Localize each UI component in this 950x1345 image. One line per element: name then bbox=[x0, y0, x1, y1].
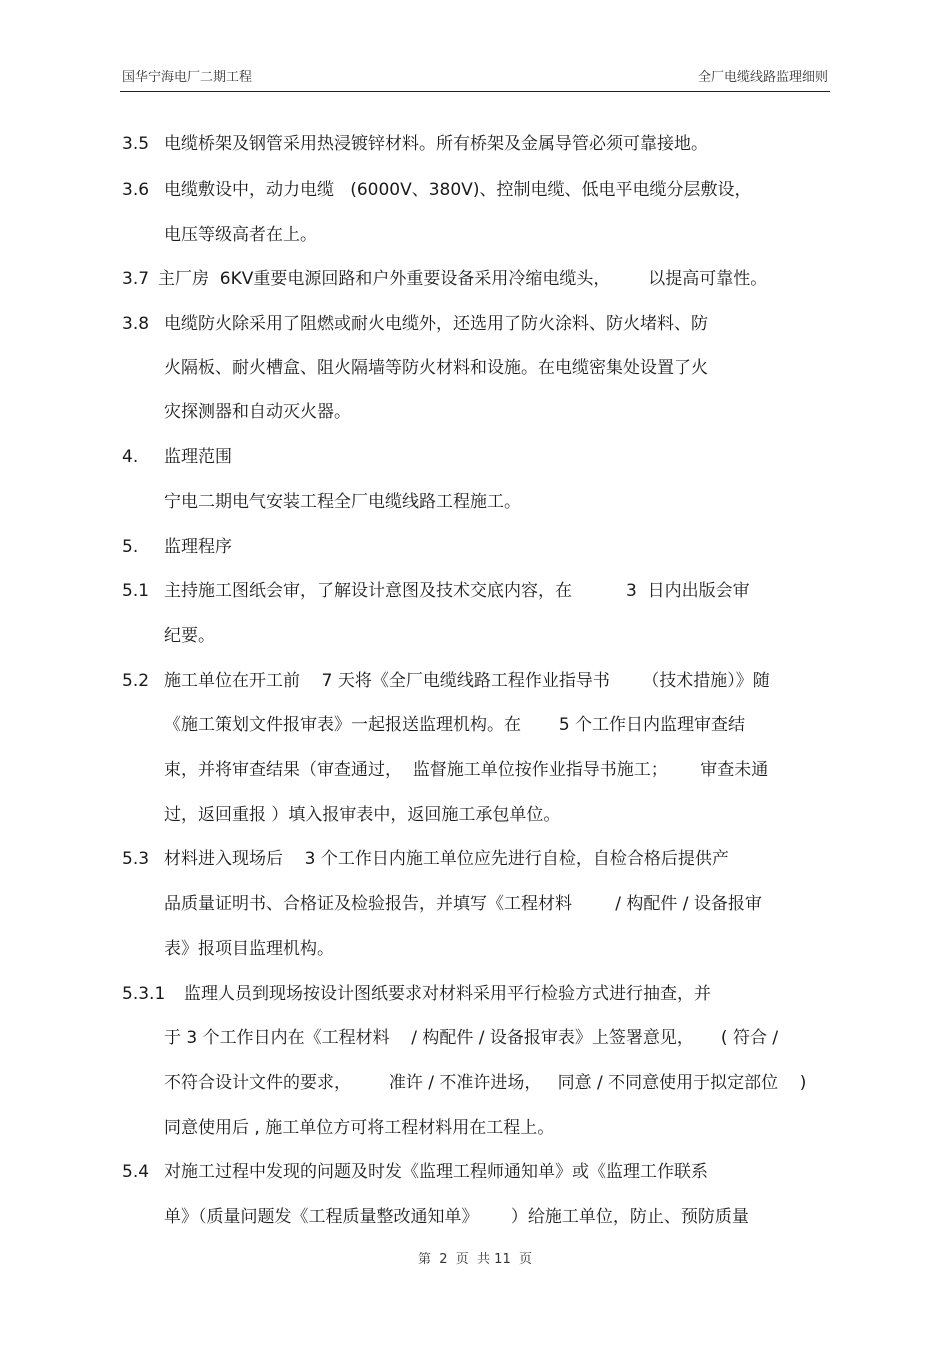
section-5-3-line-3: 表》报项目监理机构。 bbox=[164, 939, 334, 959]
section-5-3-1-line-3: 不符合设计文件的要求， 准许 / 不准许进场， 同意 / 不同意使用于拟定部位 ) bbox=[164, 1073, 807, 1093]
section-5-4-line-2: 单》（质量问题发《工程质量整改通知单》 ）给施工单位，防止、预防质量 bbox=[164, 1207, 749, 1227]
section-3-8-line-3: 灾探测器和自动灭火器。 bbox=[164, 402, 351, 422]
section-5-3-1-line-1: 监理人员到现场按设计图纸要求对材料采用平行检验方式进行抽查，并 bbox=[184, 984, 711, 1004]
section-4-heading: 监理范围 bbox=[164, 447, 232, 467]
header-project-name: 国华宁海电厂二期工程 bbox=[122, 70, 253, 85]
section-number-5: 5. bbox=[122, 537, 139, 557]
section-5-1-line-2: 纪要。 bbox=[164, 626, 215, 646]
section-3-5-line-1: 电缆桥架及钢管采用热浸镀锌材料。所有桥架及金属导管必须可靠接地。 bbox=[164, 134, 708, 154]
section-4-line-1: 宁电二期电气安装工程全厂电缆线路工程施工。 bbox=[164, 492, 521, 512]
section-3-8-line-2: 火隔板、耐火槽盒、阻火隔墙等防火材料和设施。在电缆密集处设置了火 bbox=[164, 358, 708, 378]
page-footer: 第 2 页 共 11 页 bbox=[417, 1252, 532, 1267]
section-5-2-line-4: 过，返回重报 ）填入报审表中，返回施工承包单位。 bbox=[164, 805, 561, 825]
header-divider bbox=[120, 91, 830, 92]
section-number-3-6: 3.6 bbox=[122, 180, 150, 200]
section-3-8-line-1: 电缆防火除采用了阻燃或耐火电缆外，还选用了防火涂料、防火堵料、防 bbox=[164, 314, 708, 334]
section-5-2-line-2: 《施工策划文件报审表》一起报送监理机构。在 5 个工作日内监理审查结 bbox=[164, 715, 746, 735]
section-5-2-line-1: 施工单位在开工前 7 天将《全厂电缆线路工程作业指导书 （技术措施）》随 bbox=[164, 671, 770, 691]
section-5-4-line-1: 对施工过程中发现的问题及时发《监理工程师通知单》或《监理工作联系 bbox=[164, 1162, 708, 1182]
section-5-3-line-2: 品质量证明书、合格证及检验报告，并填写《工程材料 / 构配件 / 设备报审 bbox=[164, 894, 762, 914]
section-3-7-line-1: 主厂房 6KV重要电源回路和户外重要设备采用冷缩电缆头， 以提高可靠性。 bbox=[158, 269, 768, 289]
section-number-5-2: 5.2 bbox=[122, 671, 150, 691]
section-5-heading: 监理程序 bbox=[164, 537, 232, 557]
section-number-3-8: 3.8 bbox=[122, 314, 150, 334]
section-number-5-3-1: 5.3.1 bbox=[122, 984, 166, 1004]
section-3-6-line-2: 电压等级高者在上。 bbox=[164, 225, 317, 245]
section-5-1-line-1: 主持施工图纸会审，了解设计意图及技术交底内容，在 3 日内出版会审 bbox=[164, 581, 750, 601]
section-5-3-line-1: 材料进入现场后 3 个工作日内施工单位应先进行自检，自检合格后提供产 bbox=[164, 849, 729, 869]
section-5-3-1-line-2: 于 3 个工作日内在《工程材料 / 构配件 / 设备报审表》上签署意见， ( 符合 / bbox=[164, 1028, 779, 1048]
section-number-4: 4. bbox=[122, 447, 139, 467]
section-number-5-1: 5.1 bbox=[122, 581, 150, 601]
section-number-3-5: 3.5 bbox=[122, 134, 150, 154]
section-number-3-7: 3.7 bbox=[122, 269, 150, 289]
section-5-2-line-3: 束，并将审查结果（审查通过， 监督施工单位按作业指导书施工； 审查未通 bbox=[164, 760, 769, 780]
section-5-3-1-line-4: 同意使用后 , 施工单位方可将工程材料用在工程上。 bbox=[164, 1118, 555, 1138]
header-document-title: 全厂电缆线路监理细则 bbox=[697, 70, 828, 85]
section-number-5-3: 5.3 bbox=[122, 849, 150, 869]
section-number-5-4: 5.4 bbox=[122, 1162, 150, 1182]
section-3-6-line-1: 电缆敷设中，动力电缆 (6000V、380V)、控制电缆、低电平电缆分层敷设， bbox=[164, 180, 752, 200]
